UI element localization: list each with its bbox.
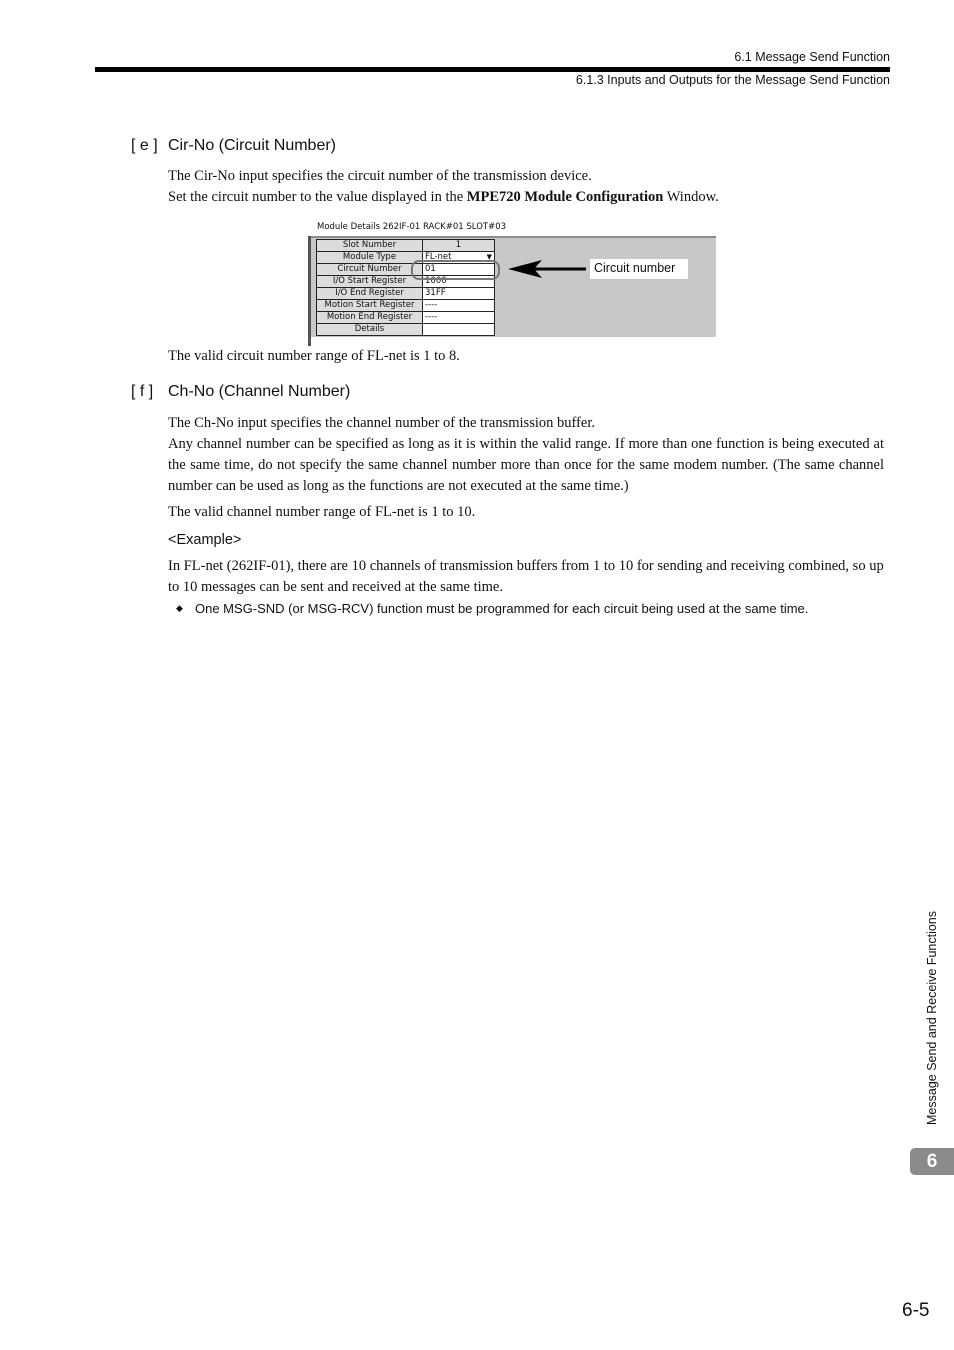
note-bullet (176, 601, 808, 616)
row-value: 1000 (423, 276, 495, 288)
circuit-number-value: 01 (423, 264, 495, 276)
row-value: FL-net (425, 252, 452, 262)
window-edge (308, 236, 311, 346)
section-f-para2: Any channel number can be specified as long as it is within the valid range. If more than one function is being executed at the same time, do not specify the same channel number more than once for the same modem number. (The same channel number can be used as long as the functions are not executed at the same time.) (168, 436, 884, 494)
para2-pre: Set the circuit number to the value displayed in the (168, 189, 467, 205)
chapter-side-label: Message Send and Receive Functions (925, 910, 939, 1125)
arrow-left-icon (506, 258, 588, 280)
section-e-body (168, 166, 884, 208)
channel-range-note: The valid channel number range of FL-net is 1 to 10. (168, 504, 476, 520)
table-row (317, 240, 495, 252)
circuit-number-highlight (411, 260, 500, 280)
bullet-text: One MSG-SND (or MSG-RCV) function must be programmed for each circuit being used at the same time. (195, 601, 809, 616)
row-value: ---- (423, 300, 495, 312)
row-label: Motion End Register (317, 312, 423, 324)
circuit-range-note: The valid circuit number range of FL-net is 1 to 8. (168, 348, 460, 364)
row-label: I/O Start Register (317, 276, 423, 288)
section-e-heading (131, 137, 336, 155)
example-label: <Example> (168, 532, 242, 548)
row-label: Module Type (317, 252, 423, 264)
section-f-number: [ f ] (131, 383, 154, 400)
page-number: 6-5 (902, 1300, 930, 1321)
chapter-tab: 6 (910, 1148, 954, 1175)
table-row (317, 312, 495, 324)
section-e-number: [ e ] (131, 137, 158, 154)
mpe720-window-name: MPE720 Module Configuration (466, 189, 664, 205)
table-row (317, 288, 495, 300)
row-value: 1 (423, 240, 495, 252)
row-label: I/O End Register (317, 288, 423, 300)
row-label: Motion Start Register (317, 300, 423, 312)
row-value (423, 324, 495, 336)
table-row (317, 300, 495, 312)
para2-post: Window. (663, 189, 719, 205)
row-label: Circuit Number (317, 264, 423, 276)
section-f-body (168, 413, 884, 523)
section-f-title: Ch-No (Channel Number) (168, 383, 351, 400)
section-e-para1: The Cir-No input specifies the circuit number of the transmission device. (168, 168, 592, 184)
running-header-section: 6.1 Message Send Function (734, 50, 890, 64)
module-details-table (316, 239, 495, 336)
circuit-number-callout: Circuit number (590, 259, 688, 279)
bullet-diamond-icon: ◆ (176, 603, 183, 613)
header-rule (95, 67, 890, 72)
table-row (317, 324, 495, 336)
example-text: In FL-net (262IF-01), there are 10 channels of transmission buffers from 1 to 10 for sending and receiving combined, so up to 10 messages can be sent and received at the same time. (168, 558, 884, 595)
row-label: Slot Number (317, 240, 423, 252)
running-header-subsection: 6.1.3 Inputs and Outputs for the Message Send Function (575, 73, 890, 87)
dropdown-arrow-icon[interactable]: ▼ (486, 253, 492, 261)
row-value: ---- (423, 312, 495, 324)
module-details-screenshot (308, 218, 716, 346)
section-e-title: Cir-No (Circuit Number) (168, 137, 337, 154)
row-value: 31FF (423, 288, 495, 300)
details-button[interactable]: Details (317, 324, 423, 336)
section-f-heading (131, 383, 350, 401)
section-e-para2 (168, 187, 884, 208)
module-details-title: Module Details 262IF-01 RACK#01 SLOT#03 (308, 218, 716, 236)
section-f-para1: The Ch-No input specifies the channel number of the transmission buffer. (168, 415, 595, 431)
